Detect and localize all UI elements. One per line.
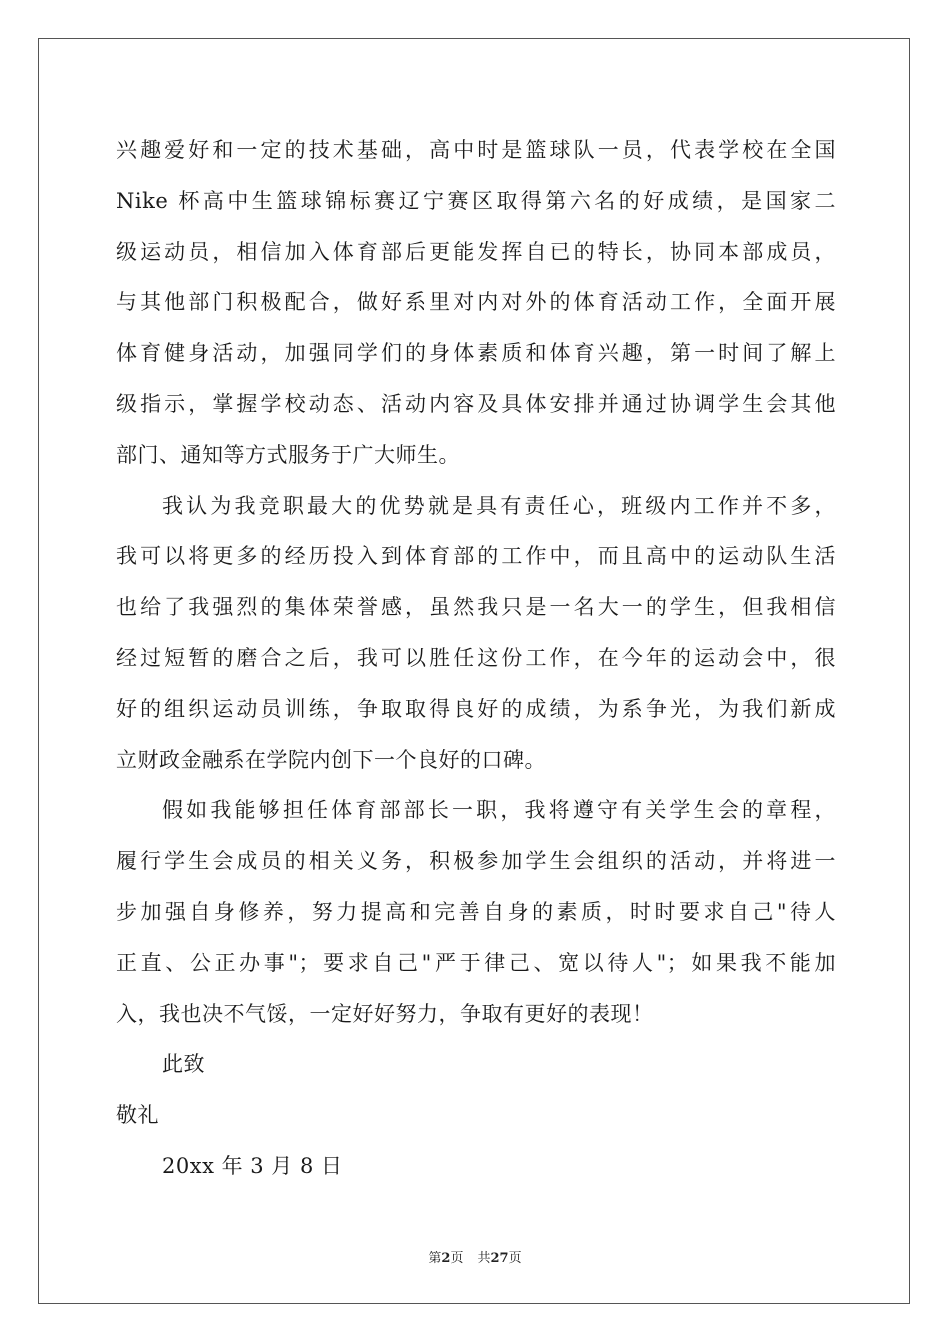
text-line: Nike 杯高中生篮球锦标赛辽宁赛区取得第六名的好成绩，是国家二 xyxy=(116,188,836,213)
page-prefix: 第 xyxy=(428,1251,442,1266)
text-line: 我可以将更多的经历投入到体育部的工作中，而且高中的运动队生活 xyxy=(116,544,836,569)
closing-text: 此致 xyxy=(162,1052,205,1077)
text-line: 正直、公正办事"；要求自己"严于律己、宽以待人"；如果我不能加 xyxy=(116,950,836,975)
text-line: 体育健身活动，加强同学们的身体素质和体育兴趣，第一时间了解上 xyxy=(116,341,836,366)
paragraph-1 xyxy=(116,125,836,481)
text-line: 我认为我竞职最大的优势就是具有责任心，班级内工作并不多， xyxy=(162,493,836,518)
total-prefix: 共 xyxy=(477,1251,491,1266)
text-line: 步加强自身修养，努力提高和完善自身的素质，时时要求自己"待人 xyxy=(116,899,836,924)
text-line: 级指示，掌握学校动态、活动内容及具体安排并通过协调学生会其他 xyxy=(116,391,836,416)
page-footer xyxy=(0,1247,950,1266)
text-line: 兴趣爱好和一定的技术基础，高中时是篮球队一员，代表学校在全国 xyxy=(116,138,836,162)
total-unit: 页 xyxy=(508,1251,522,1266)
salutation-text: 敬礼 xyxy=(116,1103,159,1128)
page-unit: 页 xyxy=(450,1251,464,1266)
text-line: 级运动员，相信加入体育部后更能发挥自已的特长，协同本部成员， xyxy=(116,239,836,264)
document-body xyxy=(116,125,836,1192)
page-number: 2 xyxy=(441,1251,451,1266)
text-line: 入，我也决不气馁，一定好好努力，争取有更好的表现！ xyxy=(116,1001,654,1026)
text-line: 履行学生会成员的相关义务，积极参加学生会组织的活动，并将进一 xyxy=(116,849,836,874)
date-text: 20xx 年 3 月 8 日 xyxy=(162,1153,343,1178)
text-line: 好的组织运动员训练，争取取得良好的成绩，为系争光，为我们新成 xyxy=(116,696,836,721)
paragraph-3 xyxy=(116,785,836,1039)
paragraph-2 xyxy=(116,481,836,786)
text-line: 经过短暂的磨合之后，我可以胜任这份工作，在今年的运动会中，很 xyxy=(116,645,836,670)
text-line: 假如我能够担任体育部部长一职，我将遵守有关学生会的章程， xyxy=(162,798,836,823)
total-pages: 27 xyxy=(490,1251,509,1266)
text-line: 也给了我强烈的集体荣誉感，虽然我只是一名大一的学生，但我相信 xyxy=(116,595,836,620)
text-line: 部门、通知等方式服务于广大师生。 xyxy=(116,442,460,467)
text-line: 立财政金融系在学院内创下一个良好的口碑。 xyxy=(116,747,546,772)
text-line: 与其他部门积极配合，做好系里对内对外的体育活动工作，全面开展 xyxy=(116,290,836,315)
